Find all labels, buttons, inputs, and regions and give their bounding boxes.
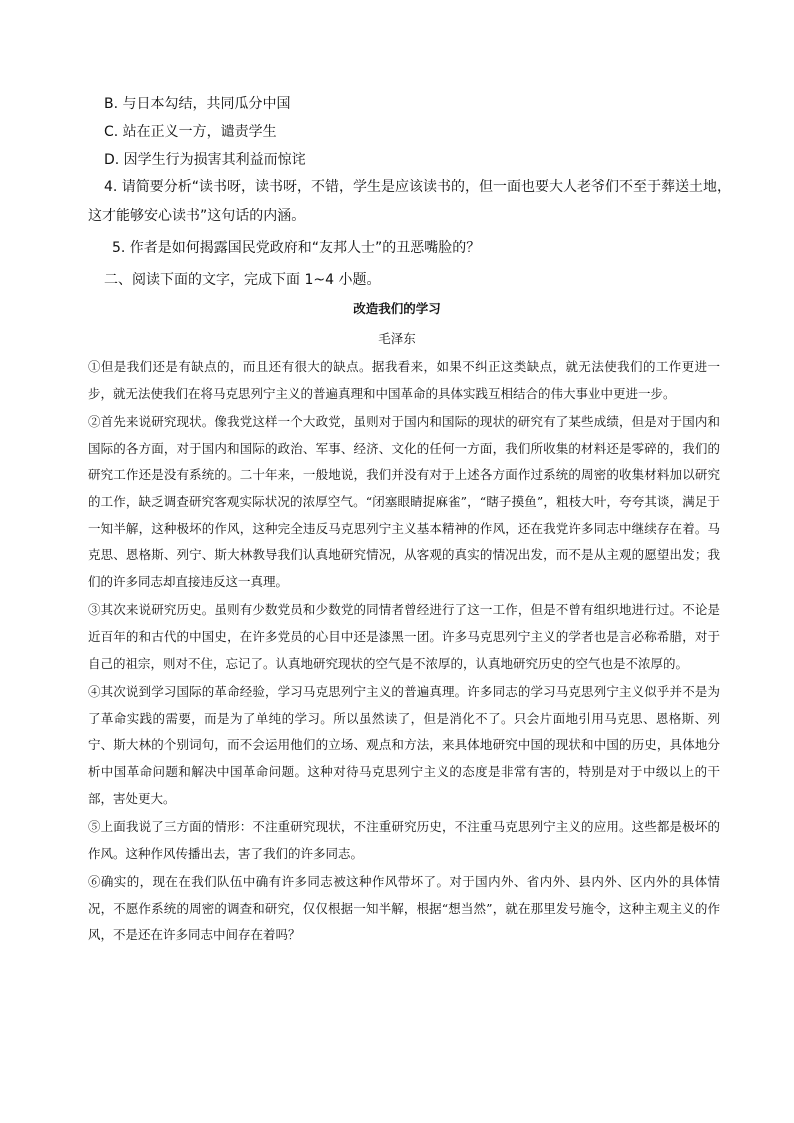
question-4-line-2: 这才能够安心读书”这句话的内涵。 <box>88 208 306 224</box>
option-d: D. 因学生行为损害其利益而惊诧 <box>104 152 306 168</box>
question-5: 5. 作者是如何揭露国民党政府和“友邦人士”的丑恶嘴脸的？ <box>112 240 481 256</box>
article-paragraph-2: ②首先来说研究现状。像我党这样一个大政党，虽则对于国内和国际的现状的研究有了某些成绩，但是对于国内和国际的各方面，对于国内和国际的政治、军事、经济、文化的任何一方面，我们所收集的材料还是零碎的，我们的研究工作还是没有系统的。二十年来，一般地说，我们并没有对于上述各方面作过系统的周密的收集材料加以研究的工作，缺乏调查研究客观实际状况的浓厚空气。“闭塞眼睛捉麻雀”，“瞎子摸鱼”，粗枝大叶，夸夸其谈，满足于一知半解，这种极坏的作风，这种完全违反马克思列宁主义基本精神的作风，还在我党许多同志中继续存在着。马克思、恩格斯、列宁、斯大林教导我们认真地研究情况，从客观的真实的情况出发，而不是从主观的愿望出发；我们的许多同志却直接违反这一真理。 <box>88 414 720 589</box>
article-title: 改造我们的学习 <box>353 301 441 316</box>
article-paragraph-1: ①但是我们还是有缺点的，而且还有很大的缺点。据我看来，如果不纠正这类缺点，就无法使我们的工作更进一步，就无法使我们在将马克思列宁主义的普遍真理和中国革命的具体实践互相结合的伟大事业中更进一步。 <box>88 359 720 401</box>
article-paragraph-5: ⑤上面我说了三方面的情形：不注重研究现状，不注重研究历史，不注重马克思列宁主义的应用。这些都是极坏的作风。这种作风传播出去，害了我们的许多同志。 <box>88 819 720 861</box>
option-c: C. 站在正义一方，谴责学生 <box>104 124 277 140</box>
article-paragraph-4: ④其次说到学习国际的革命经验，学习马克思列宁主义的普遍真理。许多同志的学习马克思列宁主义似乎并不是为了革命实践的需要，而是为了单纯的学习。所以虽然读了，但是消化不了。只会片面地引用马克思、恩格斯、列宁、斯大林的个别词句，而不会运用他们的立场、观点和方法，来具体地研究中国的现状和中国的历史，具体地分析中国革命问题和解决中国革命问题。这种对待马克思列宁主义的态度是非常有害的，特别是对于中级以上的干部，害处更大。 <box>88 684 720 806</box>
article-body <box>88 354 720 951</box>
option-b: B. 与日本勾结，共同瓜分中国 <box>104 96 291 112</box>
article-paragraph-6: ⑥确实的，现在在我们队伍中确有许多同志被这种作风带坏了。对于国内外、省内外、县内外、区内外的具体情况，不愿作系统的周密的调查和研究，仅仅根据一知半解，根据“想当然”，就在那里发号施令，这种主观主义的作风，不是还在许多同志中间存在着吗？ <box>88 874 720 943</box>
question-4-line-1: 4. 请简要分析“读书呀，读书呀，不错，学生是应该读书的，但一面也要大人老爷们不至于葬送土地， <box>104 179 732 195</box>
section-2-heading: 二、阅读下面的文字，完成下面 1~4 小题。 <box>104 272 381 288</box>
article-paragraph-3: ③其次来说研究历史。虽则有少数党员和少数党的同情者曾经进行了这一工作，但是不曾有组织地进行过。不论是近百年的和古代的中国史，在许多党员的心目中还是漆黑一团。许多马克思列宁主义的学者也是言必称希腊，对于自己的祖宗，则对不住，忘记了。认真地研究现状的空气是不浓厚的，认真地研究历史的空气也是不浓厚的。 <box>88 602 720 671</box>
article-author: 毛泽东 <box>378 331 416 346</box>
